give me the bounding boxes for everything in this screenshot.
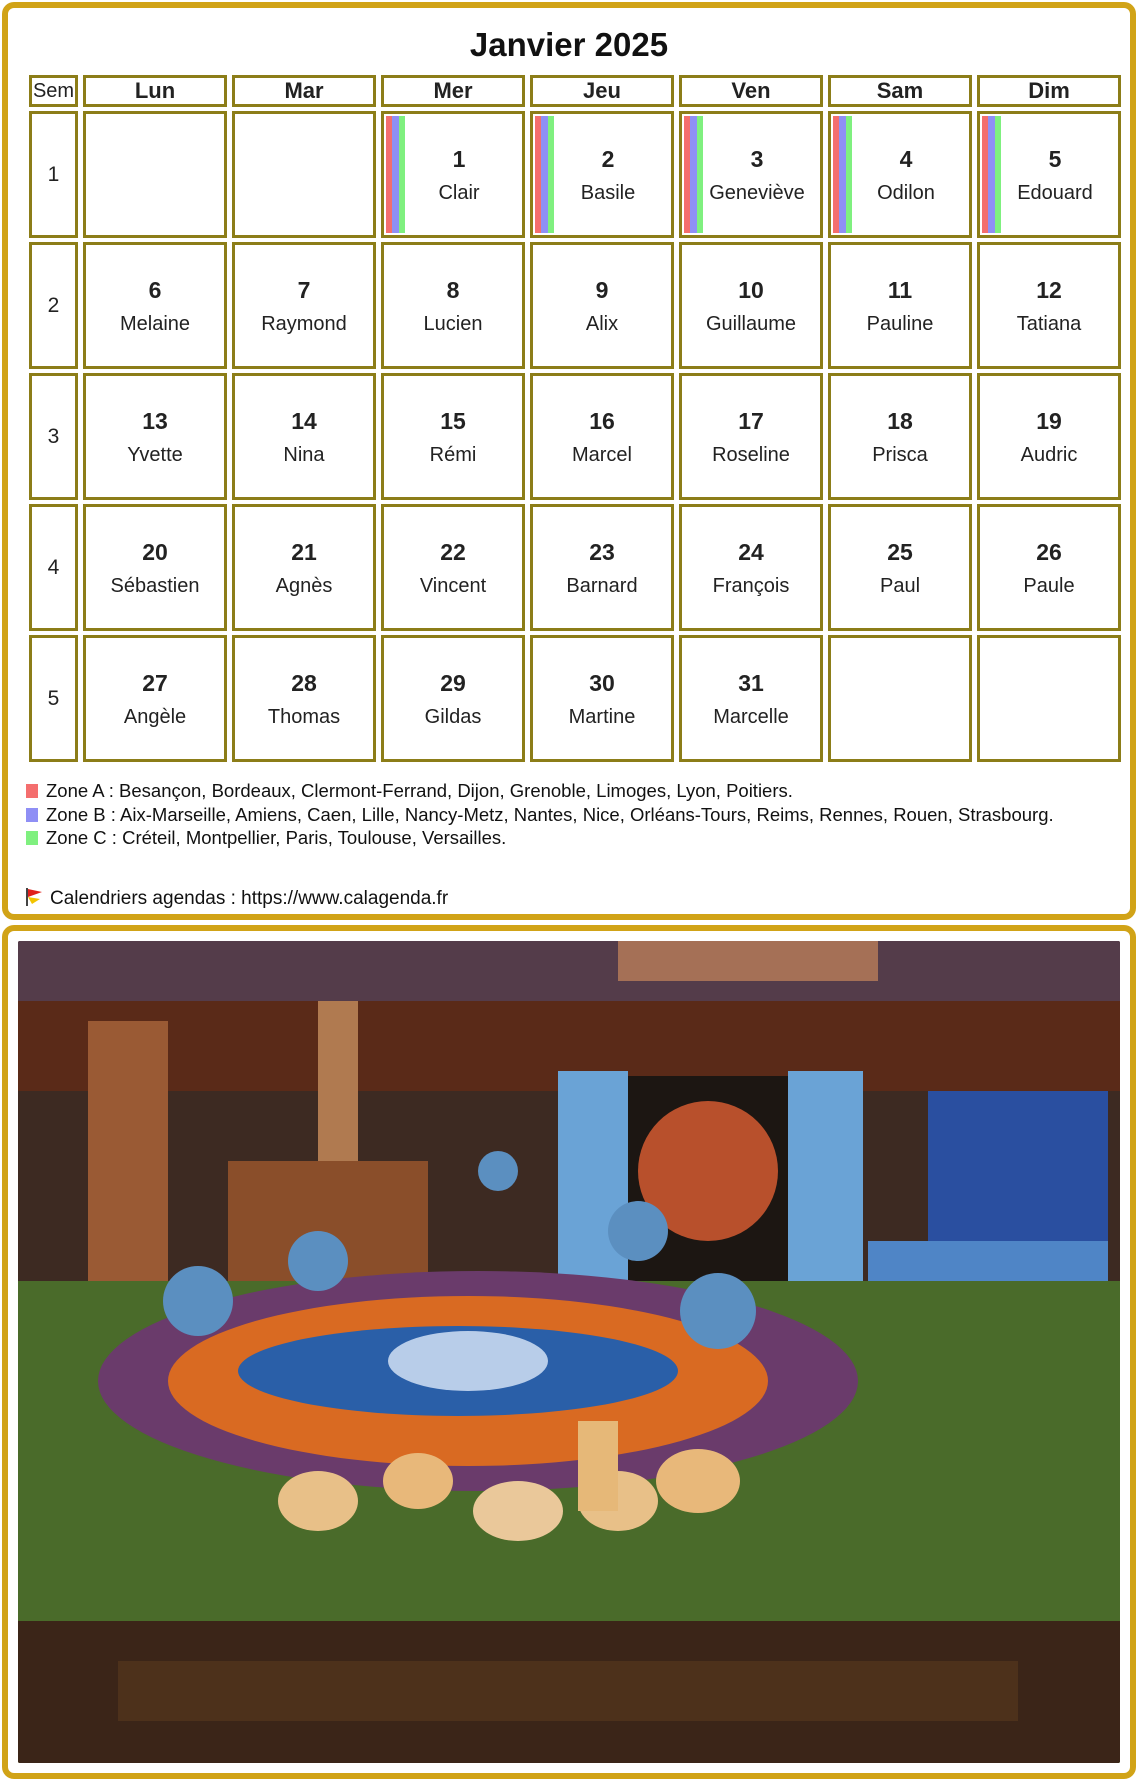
day-cell[interactable] xyxy=(381,373,525,500)
day-number: 5 xyxy=(1048,146,1062,172)
day-number: 12 xyxy=(1036,277,1062,303)
day-number: 8 xyxy=(446,277,460,303)
day-cell[interactable] xyxy=(232,635,376,762)
credit-line[interactable] xyxy=(24,887,448,910)
day-number: 30 xyxy=(589,670,615,696)
week-row xyxy=(29,111,1121,238)
zone-c-swatch xyxy=(26,831,38,845)
holiday-legend xyxy=(24,779,1104,850)
day-cell[interactable] xyxy=(83,373,227,500)
zone-a-swatch xyxy=(26,784,38,798)
week-row xyxy=(29,242,1121,369)
saint-name: Melaine xyxy=(119,313,191,335)
saint-name: Geneviève xyxy=(709,182,805,204)
photo-illustration xyxy=(18,941,1120,1763)
day-number: 7 xyxy=(297,277,311,303)
day-cell[interactable] xyxy=(828,504,972,631)
day-number: 24 xyxy=(738,539,764,565)
credit-text[interactable]: Calendriers agendas : https://www.calagenda.fr xyxy=(50,888,449,909)
day-cell[interactable] xyxy=(679,242,823,369)
saint-name: Rémi xyxy=(429,444,477,466)
day-cell[interactable] xyxy=(83,635,227,762)
day-cell[interactable] xyxy=(530,635,674,762)
legend-zone-c xyxy=(24,826,1104,850)
empty-day-cell xyxy=(977,635,1121,762)
day-cell[interactable] xyxy=(232,504,376,631)
day-cell[interactable] xyxy=(828,373,972,500)
saint-name: Roseline xyxy=(712,444,790,466)
empty-day-cell xyxy=(83,111,227,238)
day-number: 1 xyxy=(452,146,466,172)
saint-name: Lucien xyxy=(423,313,483,335)
day-number: 31 xyxy=(738,670,764,696)
saint-name: Marcel xyxy=(571,444,632,466)
day-header-ven: Ven xyxy=(679,75,823,107)
day-number: 2 xyxy=(601,146,615,172)
saint-name: Thomas xyxy=(267,706,341,728)
day-header-lun: Lun xyxy=(83,75,227,107)
empty-day-cell xyxy=(828,635,972,762)
day-header-mar: Mar xyxy=(232,75,376,107)
day-cell[interactable] xyxy=(83,242,227,369)
day-number: 28 xyxy=(291,670,317,696)
week-column-header: Sem xyxy=(29,75,78,107)
calendar-panel xyxy=(2,2,1136,920)
day-number: 4 xyxy=(899,146,913,172)
saint-name: Alix xyxy=(585,313,619,335)
saint-name: Yvette xyxy=(127,444,183,466)
saint-name: Clair xyxy=(438,182,480,204)
day-number: 23 xyxy=(589,539,615,565)
saint-name: Edouard xyxy=(1017,182,1093,204)
week-row xyxy=(29,635,1121,762)
day-number: 22 xyxy=(440,539,466,565)
saint-name: Sébastien xyxy=(110,575,200,597)
week-number: 1 xyxy=(29,111,78,238)
legend-zone-b-text: Zone B : Aix-Marseille, Amiens, Caen, Lille, Nancy-Metz, Nantes, Nice, Orléans-Tours, Reims, Rennes, Rouen, Strasbourg. xyxy=(46,803,1054,825)
week-row xyxy=(29,504,1121,631)
day-cell[interactable] xyxy=(828,111,972,238)
day-number: 10 xyxy=(738,277,764,303)
day-cell[interactable] xyxy=(381,504,525,631)
zone-c-stripe xyxy=(846,116,852,233)
week-number: 5 xyxy=(29,635,78,762)
day-number: 6 xyxy=(148,277,162,303)
day-cell[interactable] xyxy=(232,242,376,369)
day-header-mer: Mer xyxy=(381,75,525,107)
saint-name: Gildas xyxy=(424,706,482,728)
empty-day-cell xyxy=(232,111,376,238)
saint-name: Odilon xyxy=(877,182,935,204)
day-number: 15 xyxy=(440,408,466,434)
zone-c-stripe xyxy=(995,116,1001,233)
day-cell[interactable] xyxy=(530,373,674,500)
saint-name: Basile xyxy=(580,182,636,204)
day-number: 29 xyxy=(440,670,466,696)
holiday-zone-stripes xyxy=(684,116,703,233)
legend-zone-a xyxy=(24,779,1104,803)
day-cell[interactable] xyxy=(828,242,972,369)
legend-zone-a-text: Zone A : Besançon, Bordeaux, Clermont-Ferrand, Dijon, Grenoble, Limoges, Lyon, Poitiers. xyxy=(46,780,793,801)
day-number: 9 xyxy=(595,277,609,303)
day-cell[interactable] xyxy=(679,635,823,762)
week-number: 3 xyxy=(29,373,78,500)
saint-name: Angèle xyxy=(123,706,187,728)
day-cell[interactable] xyxy=(530,242,674,369)
legend-zone-c-text: Zone C : Créteil, Montpellier, Paris, Toulouse, Versailles. xyxy=(46,827,507,848)
day-number: 16 xyxy=(589,408,615,434)
day-header-sam: Sam xyxy=(828,75,972,107)
zone-c-stripe xyxy=(548,116,554,233)
day-cell[interactable] xyxy=(977,242,1121,369)
day-number: 3 xyxy=(750,146,764,172)
day-cell[interactable] xyxy=(679,373,823,500)
saint-name: Audric xyxy=(1020,444,1078,466)
day-cell[interactable] xyxy=(381,242,525,369)
saint-name: Martine xyxy=(568,706,636,728)
day-cell[interactable] xyxy=(381,111,525,238)
day-number: 17 xyxy=(738,408,764,434)
day-number: 25 xyxy=(887,539,913,565)
day-header-dim: Dim xyxy=(977,75,1121,107)
zone-b-swatch xyxy=(26,808,38,822)
saint-name: Nina xyxy=(283,444,325,466)
saint-name: Pauline xyxy=(866,313,934,335)
saint-name: Vincent xyxy=(419,575,487,597)
zone-c-stripe xyxy=(697,116,703,233)
saint-name: Tatiana xyxy=(1016,313,1082,335)
day-cell[interactable] xyxy=(530,111,674,238)
saint-name: Guillaume xyxy=(705,313,797,335)
day-cell[interactable] xyxy=(679,111,823,238)
holiday-zone-stripes xyxy=(982,116,1001,233)
calendar-grid xyxy=(24,71,1126,766)
flag-icon xyxy=(24,887,44,907)
day-number: 19 xyxy=(1036,408,1062,434)
zone-c-stripe xyxy=(399,116,405,233)
boxes-stack xyxy=(928,1091,1108,1251)
day-cell[interactable] xyxy=(977,504,1121,631)
garden-fountain-photo xyxy=(18,941,1120,1763)
saint-name: Prisca xyxy=(872,444,928,466)
week-number: 4 xyxy=(29,504,78,631)
day-number: 26 xyxy=(1036,539,1062,565)
saint-name: Raymond xyxy=(261,313,347,335)
saint-name: Agnès xyxy=(275,575,333,597)
day-number: 20 xyxy=(142,539,168,565)
day-header-jeu: Jeu xyxy=(530,75,674,107)
holiday-zone-stripes xyxy=(535,116,554,233)
day-cell[interactable] xyxy=(679,504,823,631)
right-shutter xyxy=(788,1071,863,1311)
day-number: 27 xyxy=(142,670,168,696)
legend-zone-b xyxy=(24,803,1104,827)
day-number: 14 xyxy=(291,408,317,434)
day-cell[interactable] xyxy=(977,373,1121,500)
saint-name: Marcelle xyxy=(713,706,789,728)
day-cell[interactable] xyxy=(83,504,227,631)
saint-name: François xyxy=(712,575,790,597)
day-cell[interactable] xyxy=(232,373,376,500)
week-number: 2 xyxy=(29,242,78,369)
day-number: 13 xyxy=(142,408,168,434)
saint-name: Barnard xyxy=(566,575,638,597)
day-number: 18 xyxy=(887,408,913,434)
day-cell[interactable] xyxy=(977,111,1121,238)
holiday-zone-stripes xyxy=(386,116,405,233)
holiday-zone-stripes xyxy=(833,116,852,233)
day-cell[interactable] xyxy=(381,635,525,762)
week-row xyxy=(29,373,1121,500)
day-number: 21 xyxy=(291,539,317,565)
day-number: 11 xyxy=(887,277,913,303)
photo-panel xyxy=(2,925,1136,1779)
header-row xyxy=(29,75,1121,107)
page-title: Janvier 2025 xyxy=(469,26,669,63)
saint-name: Paul xyxy=(879,575,921,597)
saint-name: Paule xyxy=(1023,575,1075,597)
day-cell[interactable] xyxy=(530,504,674,631)
